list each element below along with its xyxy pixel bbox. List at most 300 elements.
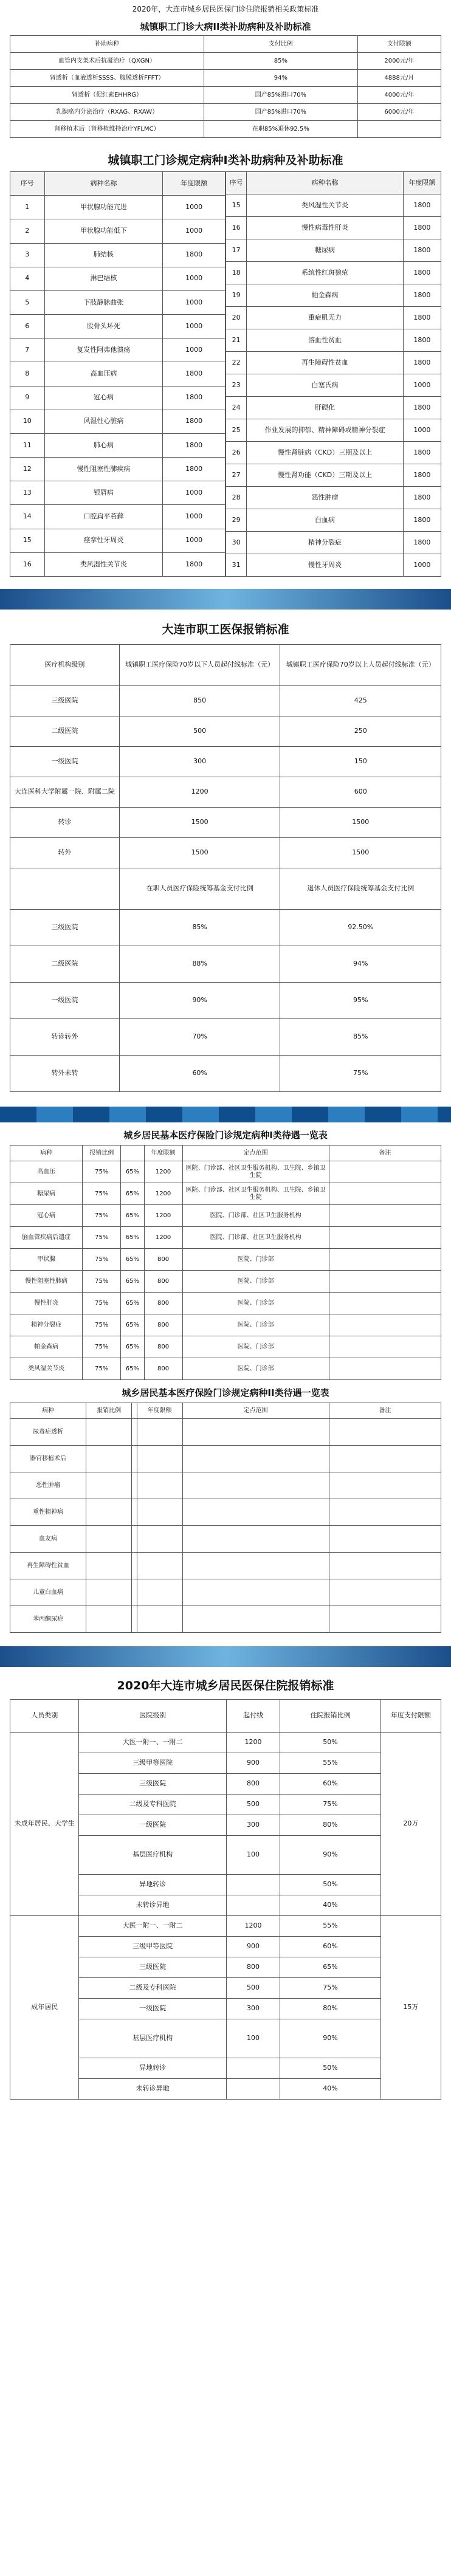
cell xyxy=(132,1579,137,1606)
cell: 脑血管疾病后遗症 xyxy=(10,1227,83,1249)
cell: 1200 xyxy=(226,1733,280,1753)
cell: 65% xyxy=(121,1227,144,1249)
cell: 血管内支架术后抗凝治疗（QXGN） xyxy=(10,53,204,70)
cell: 1800 xyxy=(163,552,226,576)
cell: 肺心病 xyxy=(44,433,163,457)
cell: 在职人员医疗保险统筹基金支付比例 xyxy=(119,868,280,910)
cell xyxy=(137,1419,182,1446)
cell: 1800 xyxy=(163,410,226,433)
cell: 类风湿关节炎 xyxy=(10,1358,83,1380)
cell: 重性精神病 xyxy=(10,1499,86,1526)
cell: 慢性肾脏病（CKD）三期及以上 xyxy=(247,442,404,464)
cell: 75% xyxy=(83,1336,121,1358)
cell: 75% xyxy=(83,1205,121,1227)
cell: 1000 xyxy=(163,481,226,505)
cell: 90% xyxy=(119,983,280,1019)
cell: 肝硬化 xyxy=(247,397,404,419)
cell: 1000 xyxy=(163,338,226,362)
cell: 31 xyxy=(226,554,247,577)
cell: 帕金森病 xyxy=(247,284,404,307)
cell xyxy=(132,1403,137,1419)
cell: 精神分裂症 xyxy=(247,532,404,554)
cell: 医院、门诊部 xyxy=(182,1336,329,1358)
cell: 800 xyxy=(144,1358,182,1380)
cell xyxy=(329,1161,441,1183)
cell: 1800 xyxy=(163,243,226,267)
cell xyxy=(86,1606,132,1633)
cell: 85% xyxy=(204,53,358,70)
cell: 1800 xyxy=(163,386,226,410)
cell: 在职85%退休92.5% xyxy=(204,121,358,138)
cell: 冠心病 xyxy=(44,386,163,410)
cell: 23 xyxy=(226,374,247,397)
cell: 1200 xyxy=(144,1227,182,1249)
cell: 一级医院 xyxy=(10,747,120,777)
cell: 恶性肿瘤 xyxy=(247,487,404,509)
cell xyxy=(329,1227,441,1249)
cell: 糖尿病 xyxy=(247,239,404,262)
cell: 29 xyxy=(226,509,247,532)
cell: 银屑病 xyxy=(44,481,163,505)
sec4-wrap xyxy=(10,1145,441,1380)
cell: 1800 xyxy=(403,329,441,352)
cell: 高血压病 xyxy=(44,362,163,386)
cell xyxy=(329,1553,441,1579)
cell: 800 xyxy=(144,1314,182,1336)
cell: 医院级别 xyxy=(79,1700,226,1733)
cell: 精神分裂症 xyxy=(10,1314,83,1336)
cell xyxy=(132,1419,137,1446)
cell: 年度限额 xyxy=(144,1145,182,1161)
cell: 1000 xyxy=(163,505,226,529)
cell: 慢性病毒性肝炎 xyxy=(247,217,404,239)
cell: 1800 xyxy=(403,532,441,554)
cell: 15万 xyxy=(380,1916,441,2100)
cell: 肾透析（促红素EHHRG） xyxy=(10,87,204,104)
cell: 1800 xyxy=(403,217,441,239)
cell: 人员类别 xyxy=(10,1700,79,1733)
cell: 1500 xyxy=(119,808,280,838)
cell: 65% xyxy=(121,1336,144,1358)
cell: 二级医院 xyxy=(10,716,120,747)
cell: 94% xyxy=(280,946,441,983)
cell xyxy=(357,121,441,138)
cell: 定点范围 xyxy=(182,1145,329,1161)
cell: 21 xyxy=(226,329,247,352)
cell: 异地转诊 xyxy=(79,2058,226,2079)
cell: 75% xyxy=(83,1161,121,1183)
cell: 高血压 xyxy=(10,1161,83,1183)
cell: 帕金森病 xyxy=(10,1336,83,1358)
cell xyxy=(226,2079,280,2100)
cell: 14 xyxy=(10,505,45,529)
cell: 1200 xyxy=(144,1205,182,1227)
sec3-table xyxy=(10,644,441,1092)
cell: 血友病 xyxy=(10,1526,86,1553)
cell xyxy=(226,1895,280,1916)
cell: 8 xyxy=(10,362,45,386)
cell: 三级甲等医院 xyxy=(79,1937,226,1957)
cell: 60% xyxy=(119,1056,280,1092)
cell: 1200 xyxy=(119,777,280,808)
cell: 16 xyxy=(226,217,247,239)
cell xyxy=(86,1499,132,1526)
cell xyxy=(86,1419,132,1446)
cell xyxy=(137,1526,182,1553)
top-title: 2020年，大连市城乡居民医保门诊住院报销相关政策标准 xyxy=(132,5,319,13)
cell: 一级医院 xyxy=(79,1815,226,1836)
cell: 1500 xyxy=(119,838,280,868)
cell: 医院、门诊部、社区卫生服务机构 xyxy=(182,1227,329,1249)
cell: 900 xyxy=(226,1753,280,1774)
cell: 国产85%进口70% xyxy=(204,87,358,104)
cell: 75% xyxy=(83,1227,121,1249)
cell: 转外 xyxy=(10,838,120,868)
cell: 二级医院 xyxy=(10,946,120,983)
cell: 年度限额 xyxy=(137,1403,182,1419)
cell: 300 xyxy=(226,1999,280,2019)
cell: 27 xyxy=(226,464,247,487)
cell: 备注 xyxy=(329,1403,441,1419)
cell: 报销比例 xyxy=(83,1145,121,1161)
cell: 20万 xyxy=(380,1733,441,1916)
cell xyxy=(182,1606,329,1633)
cell: 再生障碍性贫血 xyxy=(247,352,404,374)
sec4-table xyxy=(10,1145,441,1380)
cell: 9 xyxy=(10,386,45,410)
cell: 1000 xyxy=(163,290,226,314)
cell: 苯丙酮尿症 xyxy=(10,1606,86,1633)
cell: 7 xyxy=(10,338,45,362)
cell: 1800 xyxy=(403,284,441,307)
cell: 75% xyxy=(280,1978,380,1999)
cell: 10 xyxy=(10,410,45,433)
divider-strip xyxy=(0,589,451,610)
cell: 12 xyxy=(10,458,45,481)
cell xyxy=(329,1499,441,1526)
cell xyxy=(132,1553,137,1579)
cell: 冠心病 xyxy=(10,1205,83,1227)
cell: 15 xyxy=(10,529,45,552)
cell xyxy=(329,1336,441,1358)
cell xyxy=(132,1526,137,1553)
cell: 300 xyxy=(119,747,280,777)
cell: 900 xyxy=(226,1937,280,1957)
cell: 痉挛性牙周炎 xyxy=(44,529,163,552)
cell: 1800 xyxy=(403,239,441,262)
cell: 大医一附一、一附二 xyxy=(79,1733,226,1753)
cell: 65% xyxy=(121,1205,144,1227)
cell xyxy=(329,1205,441,1227)
cell: 40% xyxy=(280,2079,380,2100)
cell: 6 xyxy=(10,315,45,338)
cell: 三级医院 xyxy=(10,686,120,716)
cell: 16 xyxy=(10,552,45,576)
sec1-table-wrap xyxy=(10,35,441,138)
cell: 100 xyxy=(226,2019,280,2058)
cell: 糖尿病 xyxy=(10,1183,83,1205)
cell xyxy=(329,1293,441,1314)
cell: 75% xyxy=(83,1314,121,1336)
cell xyxy=(137,1446,182,1472)
th: 支付比例 xyxy=(204,36,358,53)
cell: 年度限额 xyxy=(403,172,441,194)
sec6-wrap xyxy=(10,1699,441,2100)
cell: 18 xyxy=(226,262,247,284)
cell: 慢性肝炎 xyxy=(10,1293,83,1314)
cell: 1000 xyxy=(403,419,441,442)
cell: 17 xyxy=(226,239,247,262)
cell: 75% xyxy=(83,1271,121,1293)
cell: 医院、门诊部 xyxy=(182,1314,329,1336)
cell: 22 xyxy=(226,352,247,374)
cell xyxy=(121,1145,144,1161)
sec6-table xyxy=(10,1699,441,2100)
cell: 75% xyxy=(83,1358,121,1380)
cell: 2000元/年 xyxy=(357,53,441,70)
cell: 尿毒症透析 xyxy=(10,1419,86,1446)
cell: 成年居民 xyxy=(10,1916,79,2100)
cell: 医院、门诊部 xyxy=(182,1358,329,1380)
cell: 报销比例 xyxy=(86,1403,132,1419)
sec2-left-table xyxy=(10,171,226,577)
cell: 儿童白血病 xyxy=(10,1579,86,1606)
cell xyxy=(182,1499,329,1526)
cell: 80% xyxy=(280,1815,380,1836)
cell: 慢性肾功能（CKD）三期及以上 xyxy=(247,464,404,487)
cell: 800 xyxy=(226,1774,280,1795)
cell: 序号 xyxy=(226,172,247,194)
th: 补助病种 xyxy=(10,36,204,53)
cell xyxy=(86,1446,132,1472)
cell: 28 xyxy=(226,487,247,509)
cell xyxy=(132,1606,137,1633)
sec2-tables xyxy=(10,171,441,577)
cell xyxy=(226,2058,280,2079)
cell: 类风湿性关节炎 xyxy=(44,552,163,576)
cell: 1000 xyxy=(163,315,226,338)
cell: 1800 xyxy=(403,194,441,217)
cell xyxy=(182,1526,329,1553)
cell: 重症肌无力 xyxy=(247,307,404,329)
cell: 1000 xyxy=(163,267,226,290)
cell xyxy=(10,868,120,910)
cell: 一级医院 xyxy=(10,983,120,1019)
cell: 15 xyxy=(226,194,247,217)
cell: 基层医疗机构 xyxy=(79,1836,226,1875)
cell: 医院、门诊部、社区卫生服务机构 xyxy=(182,1205,329,1227)
cell: 5 xyxy=(10,290,45,314)
cell: 1800 xyxy=(403,352,441,374)
cell: 75% xyxy=(83,1293,121,1314)
cell: 慢性牙周炎 xyxy=(247,554,404,577)
cell: 序号 xyxy=(10,172,45,196)
cell: 1800 xyxy=(403,262,441,284)
cell: 甲状腺 xyxy=(10,1249,83,1271)
cell: 口腔扁平苔藓 xyxy=(44,505,163,529)
cell xyxy=(329,1271,441,1293)
th: 支付限额 xyxy=(357,36,441,53)
cell: 大连医科大学附属一院、附属二院 xyxy=(10,777,120,808)
cell xyxy=(132,1446,137,1472)
cell: 三级甲等医院 xyxy=(79,1753,226,1774)
cell xyxy=(329,1314,441,1336)
cell: 城镇职工医疗保险70岁以下人员起付线标准（元） xyxy=(119,645,280,686)
cell: 1000 xyxy=(403,374,441,397)
sec4-title: 城乡居民基本医疗保险门诊规定病种I类待遇一览表 xyxy=(123,1130,328,1141)
cell: 1500 xyxy=(280,808,441,838)
cell xyxy=(86,1553,132,1579)
cell: 55% xyxy=(280,1753,380,1774)
cell: 800 xyxy=(144,1293,182,1314)
cell: 1000 xyxy=(163,196,226,219)
cell: 病种 xyxy=(10,1403,86,1419)
cell: 90% xyxy=(280,2019,380,2058)
cell: 1800 xyxy=(163,433,226,457)
cell xyxy=(329,1249,441,1271)
cell: 医院、门诊部 xyxy=(182,1271,329,1293)
cell: 80% xyxy=(280,1999,380,2019)
cell: 国产85%进口70% xyxy=(204,104,358,121)
cell: 65% xyxy=(121,1358,144,1380)
cell: 75% xyxy=(280,1795,380,1815)
cell: 75% xyxy=(83,1249,121,1271)
cell: 乳腺癌内分泌治疗（RXAG、RXAW） xyxy=(10,104,204,121)
cell: 6000元/年 xyxy=(357,104,441,121)
cell xyxy=(329,1419,441,1446)
cell: 医院、门诊部、社区卫生服务机构、卫生院、乡镇卫生院 xyxy=(182,1183,329,1205)
cell: 50% xyxy=(280,2058,380,2079)
cell: 75% xyxy=(280,1056,441,1092)
cell: 淋巴结核 xyxy=(44,267,163,290)
cell: 股骨头坏死 xyxy=(44,315,163,338)
cell: 800 xyxy=(226,1957,280,1978)
cell: 800 xyxy=(144,1249,182,1271)
cell: 65% xyxy=(121,1183,144,1205)
cell xyxy=(182,1553,329,1579)
cell: 1800 xyxy=(163,458,226,481)
cell: 风湿性心脏病 xyxy=(44,410,163,433)
cell: 65% xyxy=(121,1271,144,1293)
cell: 55% xyxy=(280,1916,380,1937)
cell xyxy=(182,1472,329,1499)
sec3-title: 大连市职工医保报销标准 xyxy=(162,623,289,636)
cell: 1800 xyxy=(403,487,441,509)
cell: 复发性阿弗他溃疡 xyxy=(44,338,163,362)
cell: 备注 xyxy=(329,1145,441,1161)
cell: 85% xyxy=(280,1019,441,1056)
cell: 1800 xyxy=(403,509,441,532)
cell xyxy=(137,1472,182,1499)
cell: 92.50% xyxy=(280,910,441,946)
cell: 慢性阻塞性肺病 xyxy=(10,1271,83,1293)
cell: 1800 xyxy=(403,464,441,487)
cell: 转诊 xyxy=(10,808,120,838)
cell: 20 xyxy=(226,307,247,329)
cell: 一级医院 xyxy=(79,1999,226,2019)
cell xyxy=(137,1606,182,1633)
cell: 1200 xyxy=(144,1183,182,1205)
cell: 65% xyxy=(280,1957,380,1978)
sec6-title: 2020年大连市城乡居民医保住院报销标准 xyxy=(117,1679,334,1692)
cell xyxy=(86,1579,132,1606)
sec5-wrap xyxy=(10,1403,441,1633)
cell: 病种名称 xyxy=(247,172,404,194)
cell: 异地转诊 xyxy=(79,1875,226,1895)
cell: 65% xyxy=(121,1249,144,1271)
cell xyxy=(132,1499,137,1526)
divider-strip-2 xyxy=(0,1107,451,1122)
cell: 肾移植术后（肾移植维持治疗YFLMC） xyxy=(10,121,204,138)
cell: 1500 xyxy=(280,838,441,868)
cell: 三级医院 xyxy=(10,910,120,946)
cell: 65% xyxy=(121,1314,144,1336)
cell xyxy=(226,1875,280,1895)
cell: 19 xyxy=(226,284,247,307)
cell: 500 xyxy=(119,716,280,747)
cell: 85% xyxy=(119,910,280,946)
cell: 作业发展的抑郁、精神障碍或精神分裂症 xyxy=(247,419,404,442)
cell: 大医一附一、一附二 xyxy=(79,1916,226,1937)
sec5-table xyxy=(10,1403,441,1633)
cell: 基层医疗机构 xyxy=(79,2019,226,2058)
cell xyxy=(329,1446,441,1472)
cell: 600 xyxy=(280,777,441,808)
divider-strip-3 xyxy=(0,1646,451,1667)
cell: 转诊转外 xyxy=(10,1019,120,1056)
cell: 800 xyxy=(144,1271,182,1293)
cell: 1000 xyxy=(163,529,226,552)
cell: 年度限额 xyxy=(163,172,226,196)
cell: 13 xyxy=(10,481,45,505)
cell xyxy=(182,1579,329,1606)
cell: 二级及专科医院 xyxy=(79,1795,226,1815)
cell: 500 xyxy=(226,1795,280,1815)
cell: 甲状腺功能亢进 xyxy=(44,196,163,219)
cell: 城镇职工医疗保险70岁以上人员起付线标准（元） xyxy=(280,645,441,686)
cell: 94% xyxy=(204,70,358,87)
cell xyxy=(86,1526,132,1553)
cell: 50% xyxy=(280,1875,380,1895)
cell xyxy=(329,1526,441,1553)
cell xyxy=(86,1472,132,1499)
cell: 75% xyxy=(83,1183,121,1205)
cell: 再生障碍性贫血 xyxy=(10,1553,86,1579)
cell: 医院、门诊部 xyxy=(182,1293,329,1314)
cell: 甲状腺功能低下 xyxy=(44,219,163,243)
cell xyxy=(329,1579,441,1606)
cell: 60% xyxy=(280,1937,380,1957)
cell: 医院、门诊部、社区卫生服务机构、卫生院、乡镇卫生院 xyxy=(182,1161,329,1183)
cell: 4888元/月 xyxy=(357,70,441,87)
cell: 退休人员医疗保险统筹基金支付比例 xyxy=(280,868,441,910)
cell: 器官移植术后 xyxy=(10,1446,86,1472)
cell: 三级医院 xyxy=(79,1957,226,1978)
cell: 1800 xyxy=(163,362,226,386)
cell: 100 xyxy=(226,1836,280,1875)
cell: 定点范围 xyxy=(182,1403,329,1419)
cell: 类风湿性关节炎 xyxy=(247,194,404,217)
cell: 三级医院 xyxy=(79,1774,226,1795)
cell: 白血病 xyxy=(247,509,404,532)
sec5-title: 城乡居民基本医疗保险门诊规定病种II类待遇一览表 xyxy=(122,1387,329,1398)
cell: 30 xyxy=(226,532,247,554)
cell: 未转诊异地 xyxy=(79,1895,226,1916)
cell: 1800 xyxy=(403,442,441,464)
cell: 起付线 xyxy=(226,1700,280,1733)
cell: 下肢静脉曲张 xyxy=(44,290,163,314)
cell: 肺结核 xyxy=(44,243,163,267)
